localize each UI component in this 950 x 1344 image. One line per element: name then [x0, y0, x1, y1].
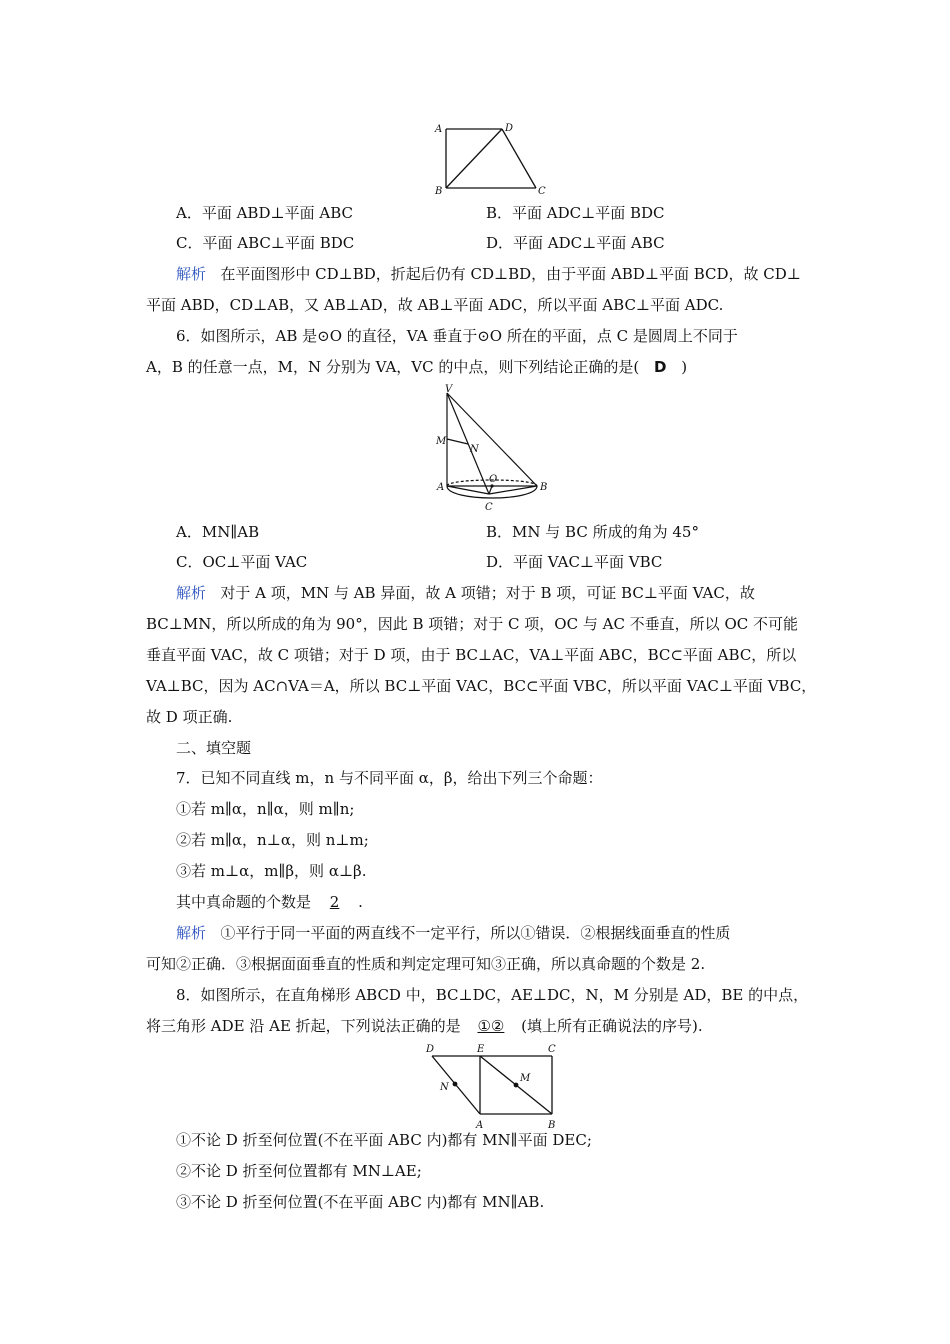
q6-stem-line-1: 6．如图所示，AB 是⊙O 的直径，VA 垂直于⊙O 所在的平面，点 C 是圆周上不同于 — [176, 327, 738, 345]
jiexi-label: 解析 — [176, 584, 207, 602]
label-V: V — [445, 384, 453, 395]
q8-answer: ①② — [477, 1017, 505, 1035]
q6-option-b: B．MN 与 BC 所成的角为 45° — [486, 523, 699, 541]
q5-jiexi-line-1 — [176, 264, 801, 284]
section-title: 二、填空题 — [176, 739, 252, 757]
label-C: C — [485, 502, 493, 513]
jiexi-label: 解析 — [176, 924, 207, 942]
q6-stem-end: ) — [681, 358, 688, 376]
q5-option-c: C．平面 ABC⊥平面 BDC — [176, 234, 355, 252]
label-N: N — [470, 444, 479, 455]
q6-jiexi-line-3: 垂直平面 VAC，故 C 项错；对于 D 项，由于 BC⊥AC，VA⊥平面 ABC，BC⊂平面 ABC，所以 — [146, 646, 797, 664]
jiexi-label: 解析 — [176, 265, 207, 283]
q7-answer: 2 — [329, 893, 340, 911]
q6-answer: D — [654, 358, 667, 376]
label-O: O — [489, 474, 498, 485]
label-A: A — [435, 124, 443, 135]
q5-option-b: B．平面 ADC⊥平面 BDC — [486, 204, 665, 222]
q6-jiexi-line-2: BC⊥MN，所以所成的角为 90°，因此 B 项错；对于 C 项，OC 与 AC 不垂直，所以 OC 不可能 — [146, 615, 798, 633]
label-N: N — [440, 1082, 449, 1093]
q6-stem-text: A，B 的任意一点，M，N 分别为 VA，VC 的中点，则下列结论正确的是( — [146, 358, 640, 376]
label-M: M — [436, 436, 447, 447]
q6-jiexi-line-4: VA⊥BC，因为 AC∩VA＝A，所以 BC⊥平面 VAC，BC⊂平面 VBC，所以平面 VAC⊥平面 VBC， — [146, 677, 817, 695]
label-C: C — [538, 186, 546, 196]
label-D: D — [426, 1044, 435, 1055]
q7-ask — [176, 892, 363, 912]
q8-stem-end: (填上所有正确说法的序号). — [521, 1017, 703, 1035]
label-D: D — [505, 123, 514, 134]
q7-proposition-1: ①若 m∥α，n∥α，则 m∥n; — [176, 800, 355, 818]
q6-jiexi-line-1 — [176, 583, 755, 603]
q7-stem: 7．已知不同直线 m，n 与不同平面 α，β，给出下列三个命题： — [176, 769, 603, 787]
label-M: M — [520, 1073, 531, 1084]
q6-jiexi-line-5: 故 D 项正确. — [146, 708, 233, 726]
q8-stem-line-2 — [146, 1016, 703, 1036]
q5-jiexi-text-1: 在平面图形中 CD⊥BD，折起后仍有 CD⊥BD，由于平面 ABD⊥平面 BCD，故 CD⊥ — [220, 265, 801, 283]
q6-stem-line-2 — [146, 357, 687, 377]
q7-proposition-3: ③若 m⊥α，m∥β，则 α⊥β. — [176, 862, 367, 880]
q8-statement-3: ③不论 D 折至何位置(不在平面 ABC 内)都有 MN∥AB. — [176, 1193, 545, 1211]
q8-figure — [420, 1040, 570, 1130]
q5-option-a: A．平面 ABD⊥平面 ABC — [176, 204, 353, 222]
q8-stem-line-1: 8．如图所示，在直角梯形 ABCD 中，BC⊥DC，AE⊥DC，N，M 分别是 AD，BE 的中点， — [176, 986, 809, 1004]
q7-jiexi-text-1: ①平行于同一平面的两直线不一定平行，所以①错误．②根据线面垂直的性质 — [220, 924, 731, 942]
q8-stem-text: 将三角形 ADE 沿 AE 折起，下列说法正确的是 — [146, 1017, 461, 1035]
label-A: A — [437, 482, 445, 493]
q5-figure — [430, 118, 560, 196]
q7-ask-end: . — [358, 893, 363, 911]
q5-jiexi-line-2: 平面 ABD，CD⊥AB，又 AB⊥AD，故 AB⊥平面 ADC，所以平面 ABC⊥平面 ADC. — [146, 296, 724, 314]
q7-jiexi-line-1 — [176, 923, 730, 943]
label-B: B — [548, 1120, 556, 1130]
label-C: C — [548, 1044, 556, 1055]
q7-ask-text: 其中真命题的个数是 — [176, 893, 312, 911]
q6-option-a: A．MN∥AB — [176, 523, 260, 541]
q5-option-d: D．平面 ADC⊥平面 ABC — [486, 234, 665, 252]
label-E: E — [477, 1044, 485, 1055]
q6-option-d: D．平面 VAC⊥平面 VBC — [486, 553, 663, 571]
label-B: B — [435, 186, 443, 196]
q6-figure — [430, 382, 560, 514]
label-B: B — [540, 482, 548, 493]
q7-jiexi-line-2: 可知②正确．③根据面面垂直的性质和判定定理可知③正确，所以真命题的个数是 2. — [146, 955, 706, 973]
q8-statement-2: ②不论 D 折至何位置都有 MN⊥AE; — [176, 1162, 422, 1180]
q7-proposition-2: ②若 m∥α，n⊥α，则 n⊥m; — [176, 831, 369, 849]
q6-jiexi-text-1: 对于 A 项，MN 与 AB 异面，故 A 项错；对于 B 项，可证 BC⊥平面 VAC，故 — [220, 584, 755, 602]
q8-statement-1: ①不论 D 折至何位置(不在平面 ABC 内)都有 MN∥平面 DEC; — [176, 1131, 592, 1149]
label-A: A — [476, 1120, 484, 1130]
q6-option-c: C．OC⊥平面 VAC — [176, 553, 308, 571]
